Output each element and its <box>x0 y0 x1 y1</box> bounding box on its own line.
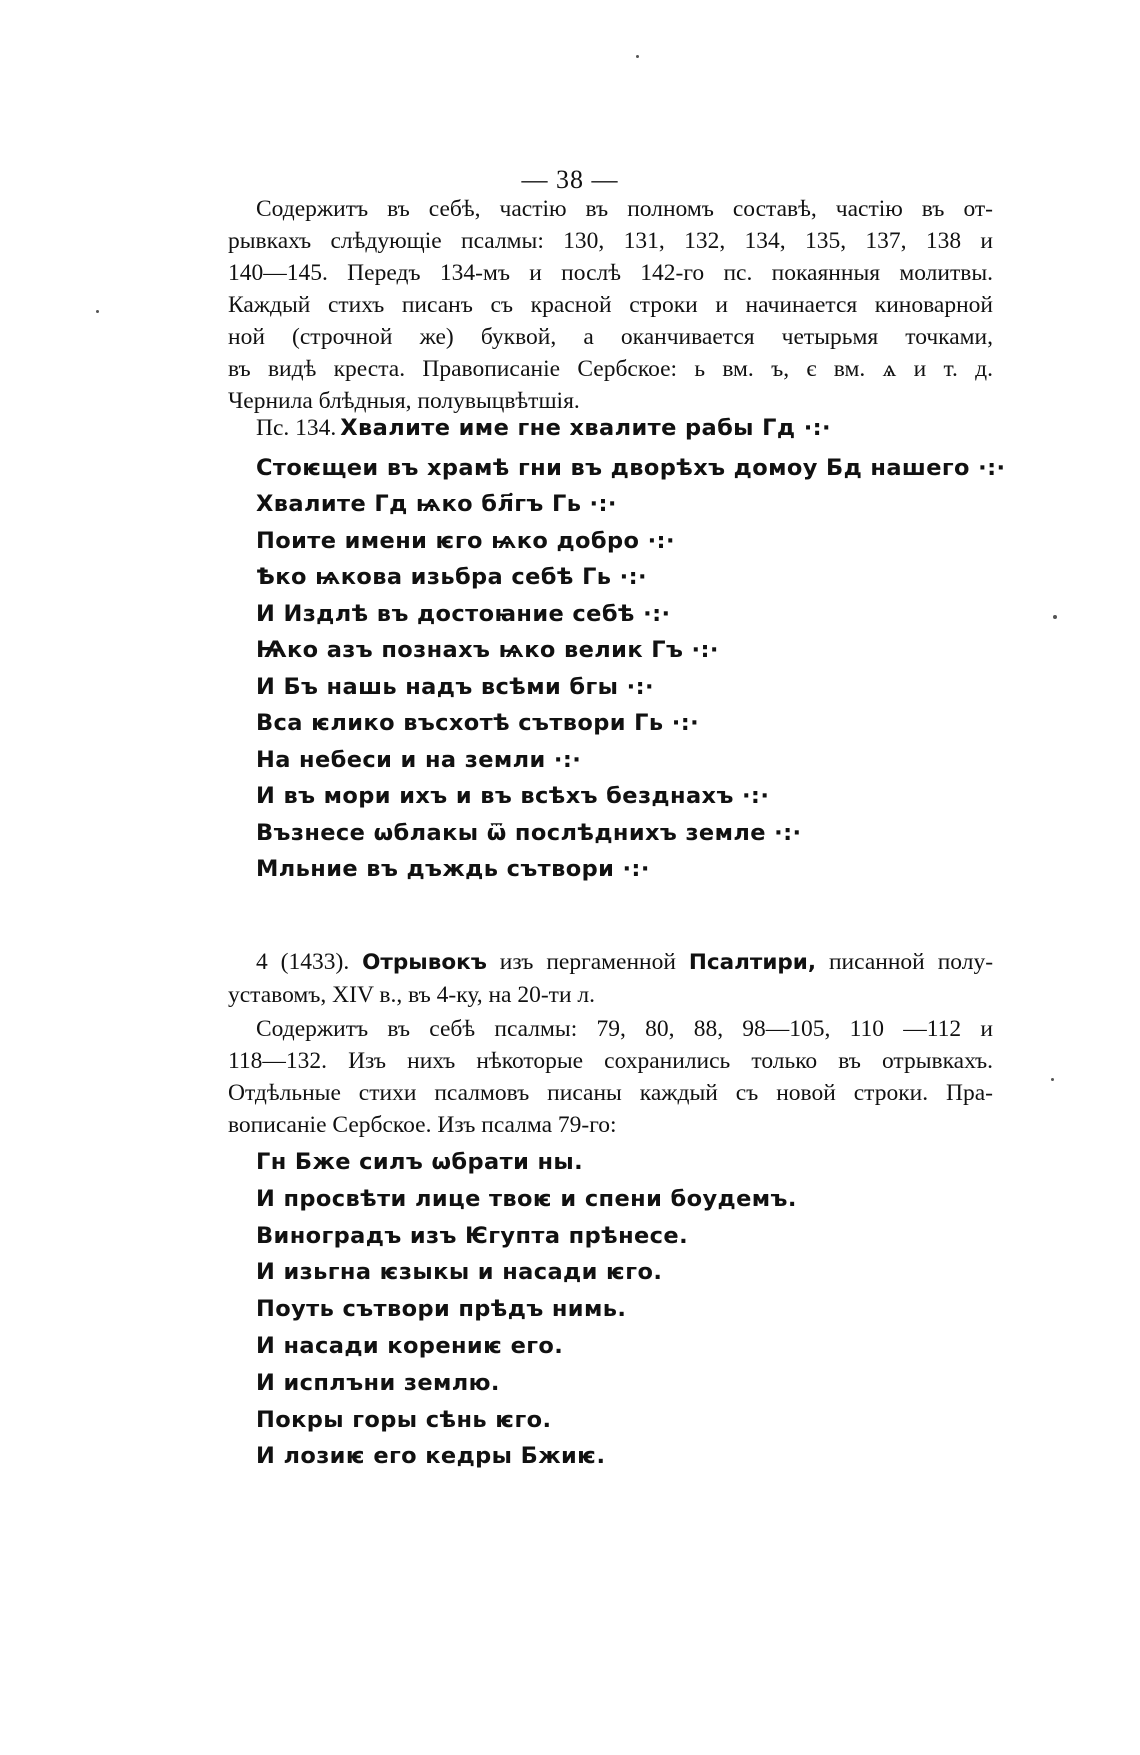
psalm-verse: Хвалите Гд ѩко бл҃гъ Гь ·:· <box>256 491 617 517</box>
fragment-word: Отрывокъ <box>362 950 487 975</box>
psalm-verse: Мльние въ дъждь сътвори ·:· <box>256 856 650 882</box>
text-line: вописаніе Сербское. Изъ псалма 79-го: <box>228 1112 617 1138</box>
psalm-134-excerpt <box>228 410 1006 888</box>
entry-title-line-2: уставомъ, XIV в., въ 4-ку, на 20-ти л. <box>228 982 595 1008</box>
text-line: Чернила блѣдныя, полувыцвѣтшія. <box>228 388 580 414</box>
text-line: въ видѣ креста. Правописаніе Сербское: ь вм. ъ, є вм. ѧ и т. д. <box>228 356 993 382</box>
psalm-verse: Ѩко азъ познахъ ѩко велик Гъ ·:· <box>256 637 719 663</box>
text-line: Содержитъ въ себѣ, частію въ полномъ составѣ, частію въ от- <box>256 196 993 222</box>
entry-title-line: 4 (1433). Отрывокъ изъ пергаменной Псалтири, писанной полу- <box>256 949 994 975</box>
scan-speck <box>96 310 99 313</box>
psalm-label: Пс. 134. <box>256 415 337 441</box>
text-line: 118—132. Изъ нихъ нѣкоторые сохранились только въ отрывкахъ. <box>228 1048 993 1074</box>
psalm-verse: Поите имени ѥго ѩко добро ·:· <box>256 527 675 554</box>
psalm-verse: Покры горы сѣнь ѥго. <box>256 1406 552 1433</box>
text-line: Каждый стихъ писанъ съ красной строки и начинается киноварной <box>228 292 993 318</box>
psalm-verse: Поуть сътвори прѣдъ нимь. <box>256 1296 627 1323</box>
description-paragraph-2 <box>228 1013 993 1141</box>
text-line: 140—145. Передъ 134-мъ и послѣ 142-го пс. покаянныя молитвы. <box>228 260 993 286</box>
psalm-verse: Ѣко ѩкова изьбра себѣ Гь ·:· <box>256 564 647 590</box>
psalm-verse: Стоѥщеи въ храмѣ гни въ дворѣхъ домоу Бд нашего ·:· <box>256 454 1006 481</box>
psalm-verse: И просвѣти лице твоѥ и спени боудемъ. <box>256 1185 797 1212</box>
psalm-79-excerpt <box>228 1144 993 1475</box>
psalm-verse: И Бъ нашь надъ всѣми бгы ·:· <box>256 673 654 700</box>
psalm-verse: Възнесе ѡблакы ѿ послѣднихъ земле ·:· <box>256 819 802 846</box>
psalm-verse: И исплъни землю. <box>256 1369 500 1396</box>
scan-speck <box>1051 1078 1054 1081</box>
entry-number: 4 (1433). <box>256 949 350 975</box>
psalm-verse: Вса ѥлико въсхотѣ сътвори Гь ·:· <box>256 710 700 736</box>
psalm-verse: Гн Бже силъ ѡбрати ны. <box>256 1149 584 1175</box>
psalter-word: Псалтири, <box>688 950 817 975</box>
entry-heading <box>228 946 993 1011</box>
psalm-verse: И въ мори ихъ и въ всѣхъ безднахъ ·:· <box>256 783 770 809</box>
psalm-verse: И насади корениѥ его. <box>256 1332 564 1359</box>
psalm-verse: На небеси и на земли ·:· <box>256 746 582 773</box>
scan-speck <box>636 55 639 58</box>
psalm-verse: И Издлѣ въ достоꙗние себѣ ·:· <box>256 600 671 627</box>
psalm-verse: И изьгна ѥзыкы и насади ѥго. <box>256 1259 663 1286</box>
scan-speck <box>1053 615 1057 619</box>
text-line: Содержитъ въ себѣ псалмы: 79, 80, 88, 98—105, 110 —112 и <box>256 1016 993 1042</box>
psalm-verse: Хвалите име гне хвалите рабы Гд ·:· <box>340 415 831 441</box>
description-paragraph-1 <box>228 193 993 417</box>
text-line: ной (строчной же) буквой, а оканчивается четырьмя точками, <box>228 324 993 350</box>
psalm-verse: Виноградъ изъ Ѥгупта прѣнесе. <box>256 1222 689 1249</box>
psalm-heading-line <box>228 410 993 450</box>
text-line: рывкахъ слѣдующіе псалмы: 130, 131, 132, 134, 135, 137, 138 и <box>228 228 993 254</box>
text-line: Отдѣльные стихи псалмовъ писаны каждый съ новой строки. Пра- <box>228 1080 993 1106</box>
psalm-verse: И лозиѥ его кедры Бжиѥ. <box>256 1443 606 1470</box>
page-number: — 38 — <box>521 165 619 194</box>
